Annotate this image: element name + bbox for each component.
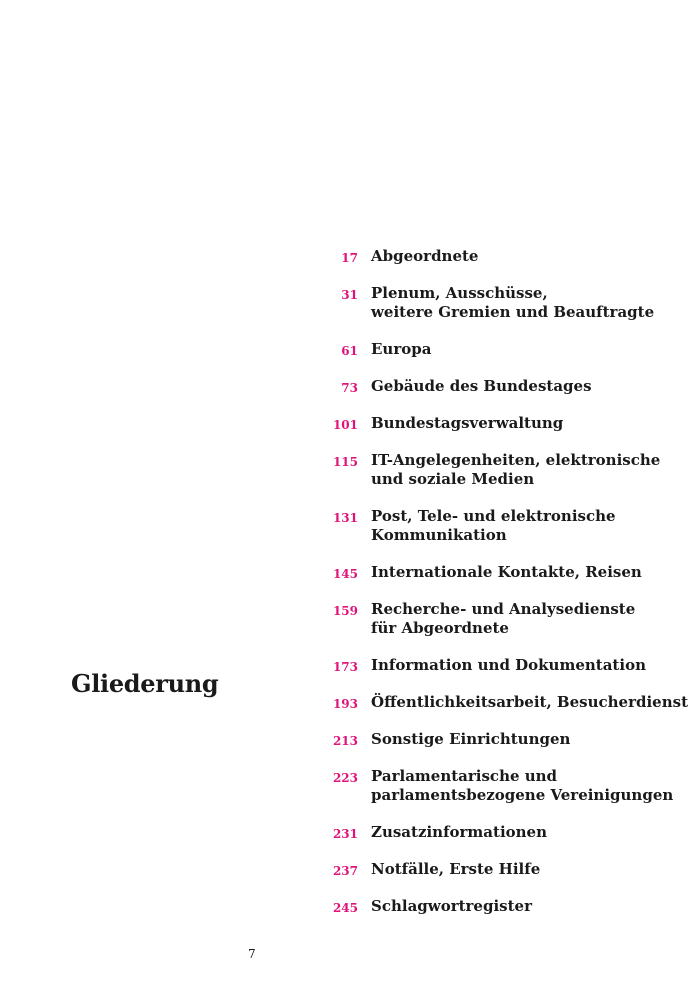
toc-title: Bundestagsverwaltung <box>371 414 564 432</box>
toc-title: Sonstige Einrichtungen <box>371 730 571 748</box>
toc-entry[interactable] <box>328 693 688 712</box>
toc-page-number: 223 <box>332 771 358 785</box>
toc-page-number: 61 <box>341 344 358 358</box>
toc-title: Parlamentarische und parlamentsbezogene Vereinigungen <box>371 767 674 804</box>
toc-title: IT-Angelegenheiten, elektronische und soziale Medien <box>371 451 661 488</box>
toc-entry[interactable] <box>328 247 688 266</box>
toc-page-number: 173 <box>332 660 358 674</box>
toc-title: Information und Dokumentation <box>371 656 646 674</box>
toc-title: Zusatzinformationen <box>371 823 548 841</box>
table-of-contents <box>328 247 688 934</box>
toc-title: Post, Tele- und elektronische Kommunikation <box>371 507 616 544</box>
toc-entry[interactable] <box>328 823 688 842</box>
toc-title: Recherche- und Analysedienste für Abgeordnete <box>371 600 636 637</box>
toc-title: Gebäude des Bundestages <box>371 377 592 395</box>
toc-page-number: 237 <box>332 864 358 878</box>
toc-entry[interactable] <box>328 656 688 675</box>
toc-page-number: 101 <box>332 418 358 432</box>
toc-title: Öffentlichkeitsarbeit, Besucherdienst <box>371 693 688 711</box>
toc-entry[interactable] <box>328 600 688 638</box>
toc-entry[interactable] <box>328 451 688 489</box>
toc-entry[interactable] <box>328 897 688 916</box>
toc-title: Europa <box>371 340 432 358</box>
toc-page-number: 245 <box>332 901 358 915</box>
toc-title: Internationale Kontakte, Reisen <box>371 563 642 581</box>
toc-entry[interactable] <box>328 767 688 805</box>
toc-page-number: 213 <box>332 734 358 748</box>
toc-entry[interactable] <box>328 414 688 433</box>
toc-page-number: 231 <box>332 827 358 841</box>
toc-page-number: 17 <box>341 251 358 265</box>
toc-page-number: 115 <box>332 455 358 469</box>
page-title: Gliederung <box>71 669 219 698</box>
toc-title: Notfälle, Erste Hilfe <box>371 860 541 878</box>
toc-page-number: 159 <box>332 604 358 618</box>
toc-entry[interactable] <box>328 563 688 582</box>
toc-entry[interactable] <box>328 860 688 879</box>
toc-entry[interactable] <box>328 507 688 545</box>
toc-page-number: 193 <box>332 697 358 711</box>
toc-entry[interactable] <box>328 377 688 396</box>
toc-entry[interactable] <box>328 730 688 749</box>
toc-page-number: 73 <box>341 381 358 395</box>
toc-title: Plenum, Ausschüsse, weitere Gremien und Beauftragte <box>371 284 655 321</box>
toc-title: Schlagwortregister <box>371 897 532 915</box>
page-number: 7 <box>248 947 256 961</box>
toc-page-number: 31 <box>341 288 358 302</box>
toc-title: Abgeordnete <box>371 247 479 265</box>
toc-page-number: 145 <box>332 567 358 581</box>
toc-entry[interactable] <box>328 340 688 359</box>
toc-page-number: 131 <box>332 511 358 525</box>
toc-entry[interactable] <box>328 284 688 322</box>
